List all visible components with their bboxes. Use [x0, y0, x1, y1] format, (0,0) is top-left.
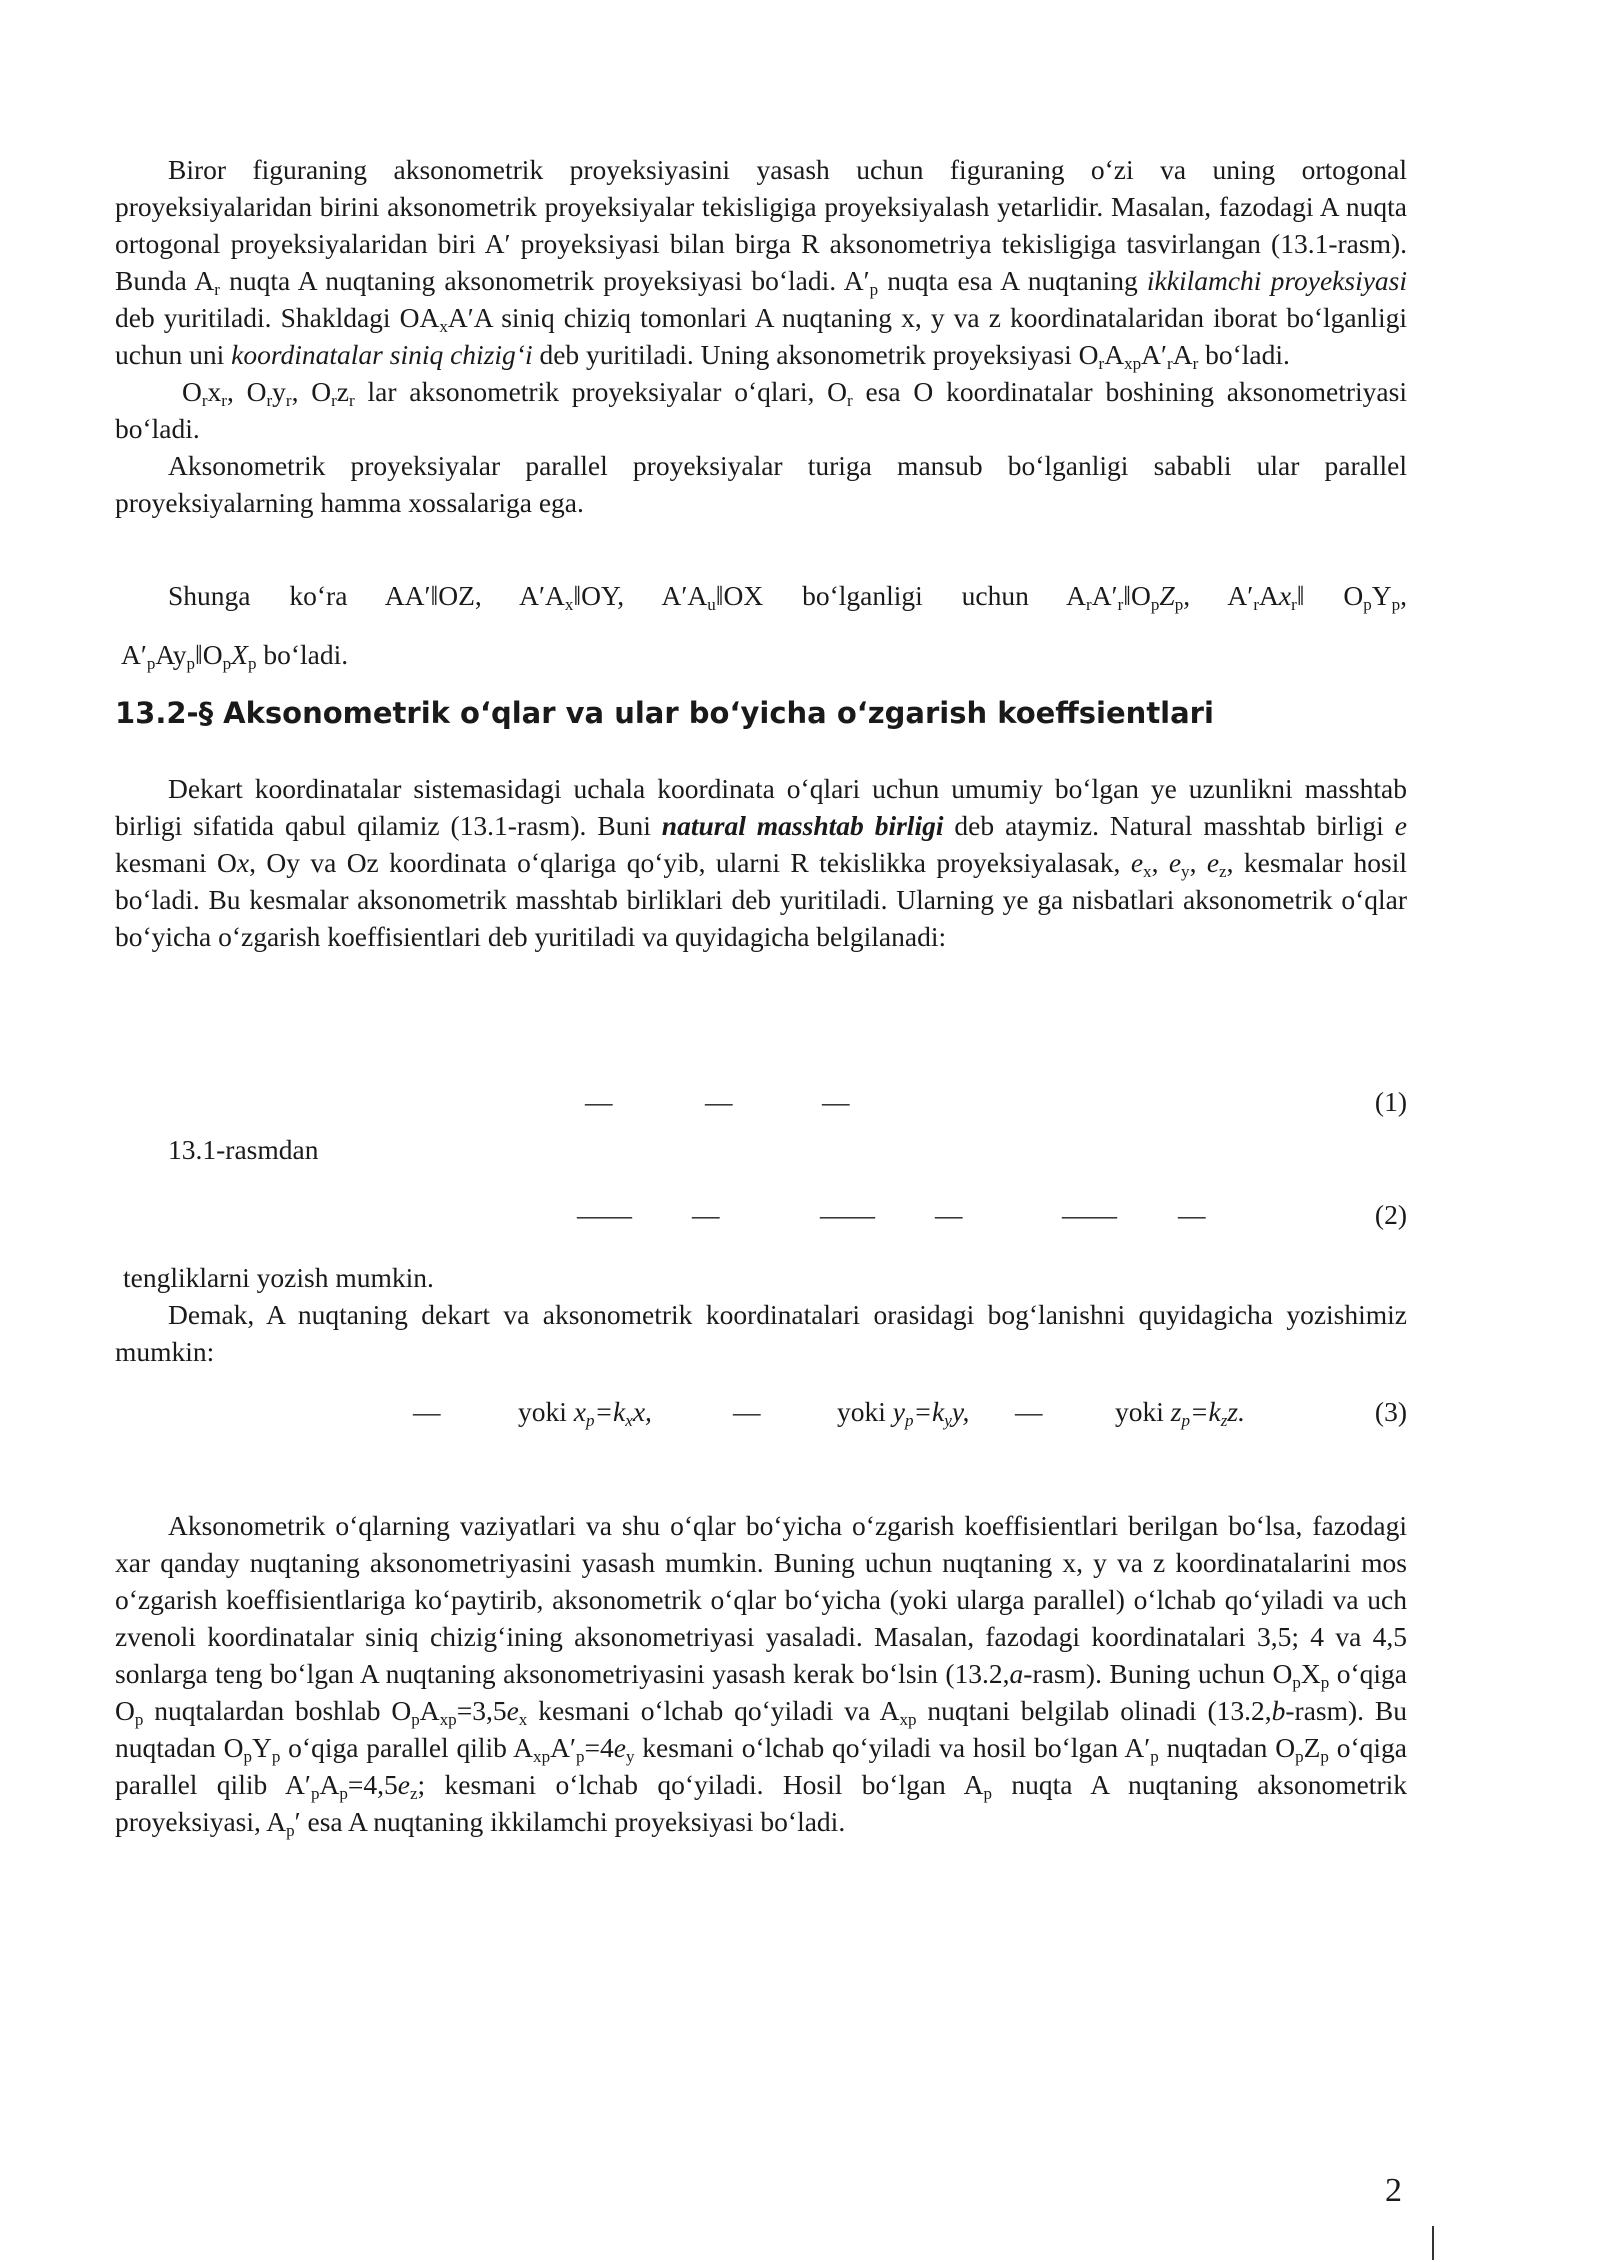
fraction-bar: —	[822, 1086, 850, 1117]
fraction-bar: —	[733, 1396, 761, 1427]
equation-number: (3)	[1374, 1396, 1407, 1427]
fraction-bar: ——	[820, 1199, 875, 1230]
fraction-bar: —	[692, 1199, 720, 1230]
page-number: 2	[1385, 2172, 1402, 2209]
final-paragraph: Aksonometrik oʻqlarning vaziyatlari va shu oʻqlar boʻyicha oʻzgarish koeffisientlari berilgan boʻlsa, fazodagi xar qanday nuqtaning aksonometriyasini yasash mumkin. Buning uchun nuqtaning x, y va z koordinatalarini mos oʻzgarish koeffisientlariga koʻpaytirib, aksonometrik oʻqlar boʻyicha (yoki ularga parallel) oʻlchab qoʻyiladi va uch zvenoli koordinatalar siniq chizigʻining aksonometriyasi yasaladi. Masalan, fazodagi koordinatalari 3,5; 4 va 4,5 sonlarga teng boʻlgan A nuqtaning aksonometriyasini yasash kerak boʻlsin (13.2,a-rasm). Buning uchun $O_pX_p$ oʻqiga $O_p$ nuqtalardan boshlab $O_pA_{xp}=3,5e_x$ kesmani oʻlchab qoʻyiladi va $A_{xp}$ nuqtani belgilab olinadi (13.2,b-rasm). Bu nuqtadan $O_pY_p$ oʻqiga parallel qilib $A_{xp}A'_p=4e_y$ kesmani oʻlchab qoʻyiladi va hosil boʻlgan $A'_p$ nuqtadan $O_pZ_p$ oʻqiga parallel qilib $A'_pA_p=4,5e_z$; kesmani oʻlchab qoʻyiladi. Hosil boʻlgan $A_p$ nuqta A nuqtaning aksonometrik proyeksiyasi, $A_p'$ esa A nuqtaning ikkilamchi proyeksiyasi boʻladi.	[115, 1510, 1407, 1840]
fraction-bar: ——	[1062, 1199, 1117, 1230]
section-paragraph: Dekart koordinatalar sistemasidagi uchala koordinata oʻqlari uchun umumiy boʻlgan ye uzunlikni masshtab birligi sifatida qabul qilamiz (13.1-rasm). Buni natural masshtab birligi deb ataymiz. Natural masshtab birligi e kesmani Ox, Oy va Oz koordinata oʻqlariga qoʻyib, ularni R tekislikka proyeksiyalasak, $e_x$, $e_y$, $e_z$, kesmalar hosil boʻladi. Bu kesmalar aksonometrik masshtab birliklari deb yuritiladi. Ularning ye ga nisbatlari aksonometrik oʻqlar boʻyicha oʻzgarish koeffisientlari deb yuritiladi va quyidagicha belgilanadi:	[115, 773, 1407, 952]
fraction-bar: —	[705, 1086, 733, 1117]
equation-3: — yoki $x_p=k_xx$, — yoki $y_p=k_yy$, — yoki $z_p=k_zz$. (3)	[115, 1392, 1407, 1432]
margin-rule	[1432, 2226, 1434, 2260]
equation-2	[115, 1195, 1407, 1235]
equation-number: (2)	[1374, 1199, 1407, 1230]
paragraph-5: $A'_pAy_p‖O_pX_p$ boʻladi.	[121, 639, 349, 673]
fraction-bar: —	[1178, 1199, 1206, 1230]
fraction-bar: ——	[577, 1199, 632, 1230]
paragraph-2: $O_rx_r$, $O_ry_r$, $O_rz_r$ lar aksonometrik proyeksiyalar oʻqlari, $O_r$ esa O koordinatalar boshining aksonometriyasi boʻladi.	[115, 376, 1407, 444]
fraction-bar: —	[413, 1396, 441, 1427]
paragraph-3: Aksonometrik proyeksiyalar parallel proyeksiyalar turiga mansub boʻlganligi sababli ular parallel proyeksiyalarning hamma xossalariga ega.	[115, 450, 1407, 518]
fraction-bar: —	[1015, 1396, 1043, 1427]
paragraph-4: Shunga koʻra AA′‖OZ, $A'A_x‖OY$, $A'A_u‖OX$ boʻlganligi uchun $A_rA'_r‖O_pZ_p$, $A'_rAx_r‖$ $O_pY_p$,	[168, 580, 1407, 614]
fraction-bar: —	[935, 1199, 963, 1230]
after-equation-2: tengliklarni yozish mumkin. Demak, A nuqtaning dekart va aksonometrik koordinatalari orasidagi bogʻlanishni quyidagicha yozishimiz mumkin:	[115, 1259, 1407, 1370]
section-heading: 13.2-§ Aksonometrik oʻqlar va ular boʻyicha oʻzgarish koeffsientlari	[115, 696, 1214, 730]
paragraph-1: Biror figuraning aksonometrik proyeksiyasini yasash uchun figuraning oʻzi va uning ortogonal proyeksiyalaridan birini aksonometrik proyeksiyalar tekisligiga proyeksiyalash yetarlidir. Masalan, fazodagi A nuqta ortogonal proyeksiyalaridan biri A′ proyeksiyasi bilan birga R aksonometriya tekisligiga tasvirlangan (13.1-rasm). Bunda $A_r$ nuqta A nuqtaning aksonometrik proyeksiyasi boʻladi. $A'_p$ nuqta esa A nuqtaning ikkilamchi proyeksiyasi deb yuritiladi. Shakldagi $OA_xA'A$ siniq chiziq tomonlari A nuqtaning x, y va z koordinatalaridan iborat boʻlganligi uchun uni koordinatalar siniq chizigʻi deb yuritiladi. Uning aksonometrik proyeksiyasi $O_rA_{xp}A'_rA_r$ boʻladi.	[115, 154, 1408, 373]
equation-number: (1)	[1374, 1086, 1407, 1117]
demak-paragraph: Demak, A nuqtaning dekart va aksonometrik koordinatalari orasidagi bogʻlanishni quyidagicha yozishimiz mumkin:	[115, 1299, 1407, 1367]
equation-1	[115, 1082, 1407, 1122]
fraction-bar: —	[585, 1086, 613, 1117]
from-figure-text: 13.1-rasmdan	[168, 1134, 319, 1165]
intro-text	[115, 151, 1407, 521]
